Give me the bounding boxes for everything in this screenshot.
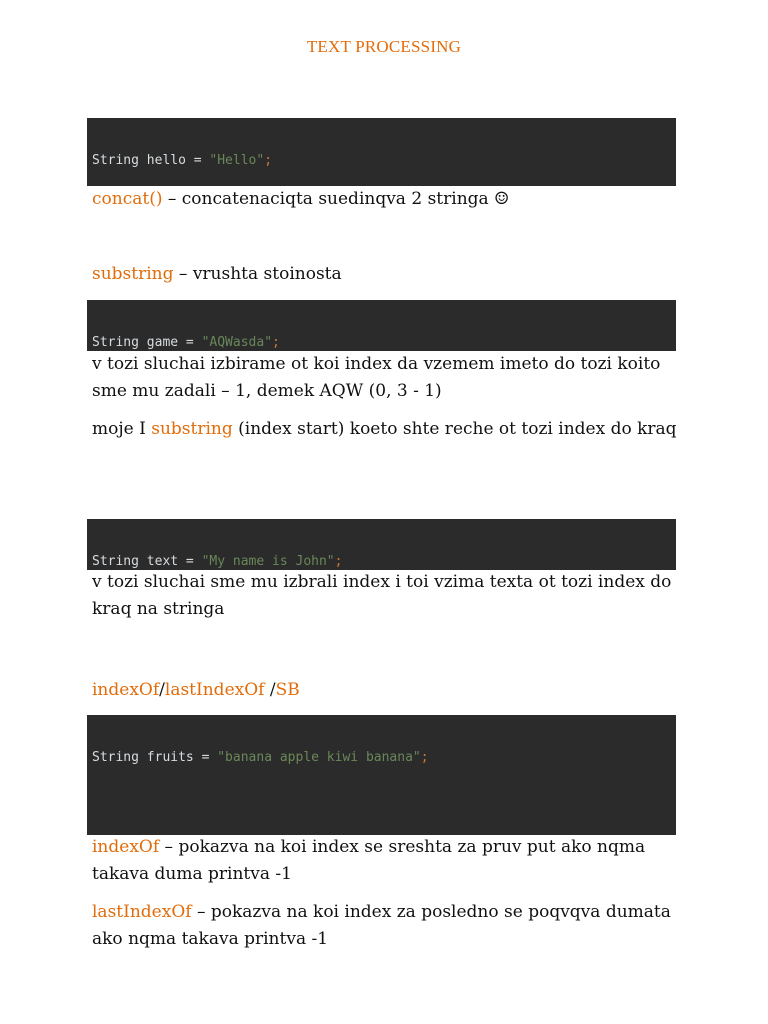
substring-explanation: v tozi sluchai izbirame ot koi index da vzemem imeto do tozi koito sme mu zadali – 1, demek AQW (0, 3 - 1) bbox=[92, 354, 661, 401]
substring-start-explanation: v tozi sluchai sme mu izbrali index i toi vzima texta ot tozi index do kraq na stringa bbox=[92, 572, 672, 619]
code-block-concat bbox=[87, 118, 676, 186]
code-block-indexof bbox=[87, 715, 676, 835]
code-line: String hello = "Hello"; bbox=[92, 153, 273, 168]
sb-keyword: SB bbox=[275, 680, 300, 700]
concat-keyword: concat() bbox=[92, 189, 163, 209]
concat-description: concat() – concatenaciqta suedinqva 2 stringa ☺ bbox=[92, 189, 510, 209]
code-line: String fruits = "banana apple kiwi banana"; bbox=[92, 750, 429, 765]
indexof-keyword: indexOf bbox=[92, 680, 160, 700]
code-block-substring-start bbox=[87, 519, 676, 570]
substring-note: moje I substring (index start) koeto shte reche ot tozi index do kraq bbox=[92, 419, 677, 439]
indexof-keyword-inline: indexOf bbox=[92, 837, 160, 857]
page-title: TEXT PROCESSING bbox=[306, 37, 462, 56]
lastindexof-description: lastIndexOf – pokazva na koi index za posledno se poqvqva dumata ako nqma takava printva -1 bbox=[92, 902, 671, 949]
code-line: String game = "AQWasda"; bbox=[92, 335, 280, 350]
indexof-heading: indexOf/lastIndexOf /SB bbox=[92, 680, 300, 700]
substring-keyword: substring bbox=[92, 264, 174, 284]
indexof-description: indexOf – pokazva na koi index se sreshta za pruv put ako nqma takava duma printva -1 bbox=[92, 837, 646, 884]
code-block-substring bbox=[87, 300, 676, 351]
substring-heading: substring – vrushta stoinosta bbox=[92, 264, 342, 284]
lastindexof-keyword: lastIndexOf bbox=[164, 680, 265, 700]
code-line: String text = "My name is John"; bbox=[92, 554, 343, 569]
lastindexof-keyword-inline: lastIndexOf bbox=[92, 902, 192, 922]
substring-keyword-inline: substring bbox=[151, 419, 233, 439]
